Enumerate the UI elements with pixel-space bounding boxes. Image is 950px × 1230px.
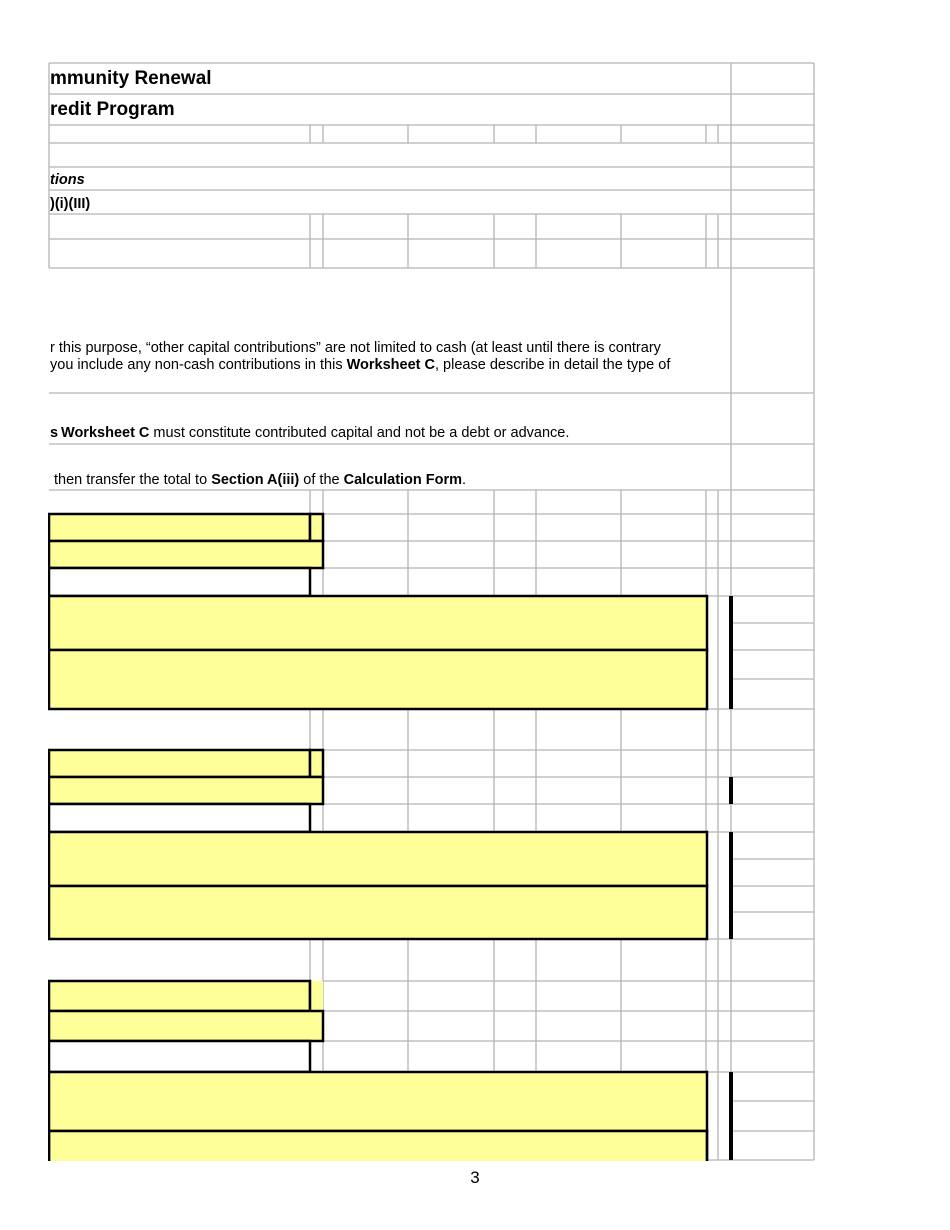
section-reference: )(i)(III) [50,196,91,212]
input-cell-name-1 [49,514,310,541]
input-cell-amount-2 [49,777,323,804]
input-cell-name-2 [49,750,310,777]
input-cell-description-3a [49,1072,707,1131]
input-cell-blank-2 [49,804,310,832]
input-cell-blank-3 [49,1041,310,1072]
input-cell-amount-1 [49,541,323,568]
page-number: 3 [470,1168,480,1187]
input-cell-blank-1 [49,568,310,596]
input-cell-name-3 [49,981,310,1011]
input-group-3 [49,981,731,1167]
input-cell-description-1b [49,650,707,709]
title-line-1: mmunity Renewal [50,68,212,89]
input-group-1 [49,514,731,709]
paragraph-2: s Worksheet C must constitute contributed capital and not be a debt or advance. [50,425,570,441]
paragraph-3: then transfer the total to Section A(iii) of the Calculation Form. [54,472,467,488]
paragraph-1-line-1: r this purpose, “other capital contributions” are not limited to cash (at least until there is contrary [50,340,661,356]
input-cell-flag-3 [310,981,323,1011]
section-heading: tions [50,172,85,188]
paragraph-1-line-2: you include any non-cash contributions in this Worksheet C, please describe in detail the type of [50,357,671,373]
input-cell-amount-3 [49,1011,323,1041]
input-cell-description-1a [49,596,707,650]
input-cell-description-2a [49,832,707,886]
input-cell-description-2b [49,886,707,939]
input-group-2 [49,750,731,939]
title-line-2: redit Program [50,99,175,120]
input-cell-flag-2 [310,750,323,777]
input-cell-flag-1 [310,514,323,541]
